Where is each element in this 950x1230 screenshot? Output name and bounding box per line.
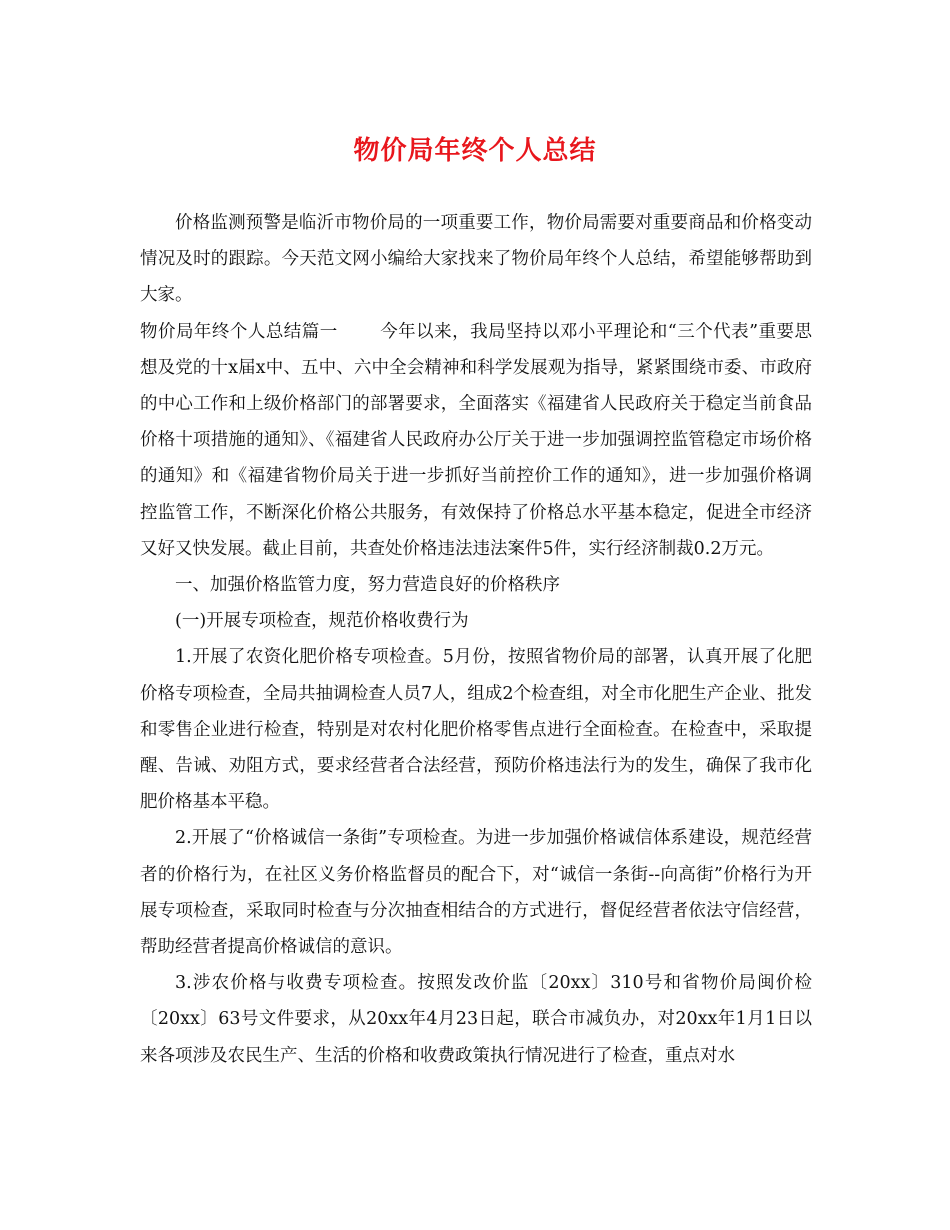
body-paragraph: 一、加强价格监管力度，努力营造良好的价格秩序 [175,575,560,596]
section-heading: 物价局年终个人总结篇一 [140,321,338,342]
body-paragraph: 2.开展了“价格诚信一条街”专项检查。为进一步加强价格诚信体系建设，规范经营者的价格行为，在社区义务价格监督员的配合下，对“诚信一条街--向高街”价格行为开展专项检查，采取同时检查与分次抽查相结合的方式进行，督促经营者依法守信经营，帮助经营者提高价格诚信的意识。 [140,828,812,958]
body-paragraph: 1.开展了农资化肥价格专项检查。5月份，按照省物价局的部署，认真开展了化肥价格专项检查，全局共抽调检查人员7人，组成2个检查组，对全市化肥生产企业、批发和零售企业进行检查，特别是对农村化肥价格零售点进行全面检查。在检查中，采取提醒、告诫、劝阻方式，要求经营者合法经营，预防价格违法行为的发生，确保了我市化肥价格基本平稳。 [140,647,812,813]
document-title: 物价局年终个人总结 [353,136,597,166]
section-paragraph [140,314,812,567]
document-body [140,205,812,1074]
body-paragraph: 3.涉农价格与收费专项检查。按照发改价监〔20xx〕310号和省物价局闽价检〔20xx〕63号文件要求，从20xx年4月23日起，联合市减负办，对20xx年1月1日以来各项涉及农民生产、生活的价格和收费政策执行情况进行了检查，重点对水 [140,973,812,1066]
section-lead-text: 今年以来，我局坚持以邓小平理论和“三个代表”重要思想及党的十x届x中、五中、六中全会精神和科学发展观为指导，紧紧围绕市委、市政府的中心工作和上级价格部门的部署要求，全面落实《福建省人民政府关于稳定当前食品价格十项措施的通知》、《福建省人民政府办公厅关于进一步加强调控监管稳定市场价格的通知》和《福建省物价局关于进一步抓好当前控价工作的通知》，进一步加强价格调控监管工作，不断深化价格公共服务，有效保持了价格总水平基本稳定，促进全市经济又好又快发展。截止目前，共查处价格违法违法案件5件，实行经济制裁0.2万元。 [140,321,812,559]
body-paragraph: (一)开展专项检查，规范价格收费行为 [175,611,469,632]
intro-paragraph: 价格监测预警是临沂市物价局的一项重要工作，物价局需要对重要商品和价格变动情况及时的跟踪。今天范文网小编给大家找来了物价局年终个人总结，希望能够帮助到大家。 [140,213,812,306]
